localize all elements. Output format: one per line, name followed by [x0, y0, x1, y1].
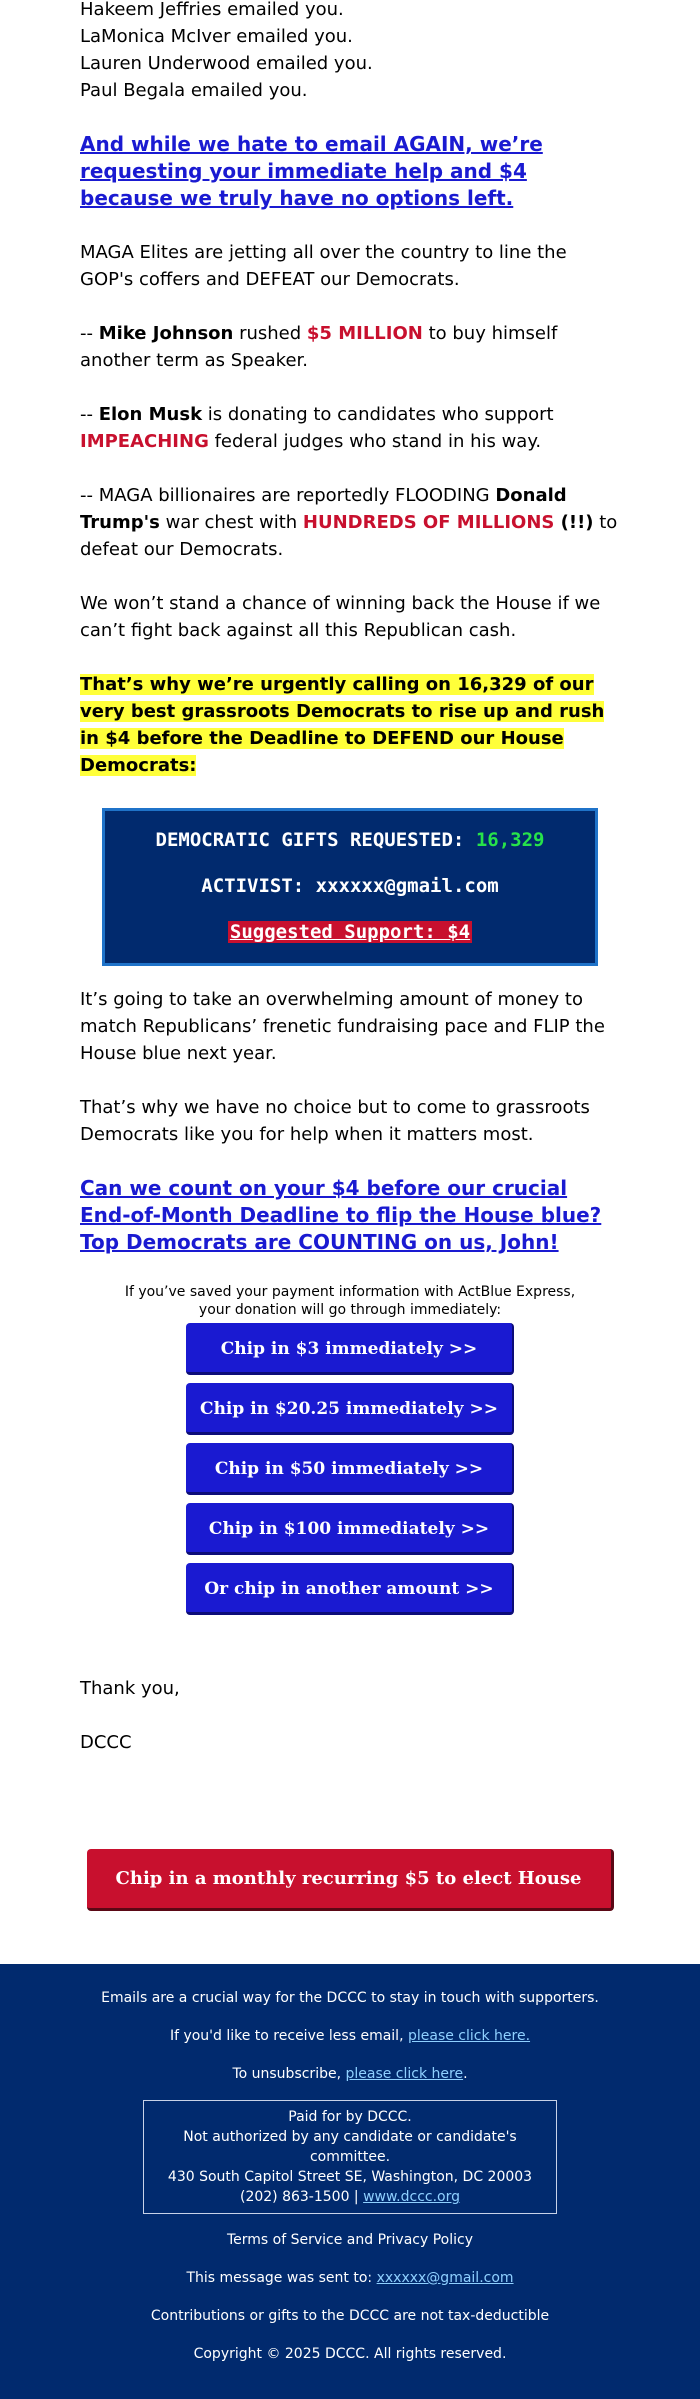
musk-name: Elon Musk — [98, 404, 203, 425]
website-link[interactable]: www.dccc.org — [363, 2189, 461, 2205]
thank-you: Thank you, — [80, 1678, 180, 1699]
less-email-link[interactable]: please click here. — [407, 2028, 531, 2044]
johnson-amount: $5 MILLION — [306, 323, 423, 344]
intro-line: Lauren Underwood emailed you. — [80, 53, 373, 74]
suggested-support-link[interactable]: Suggested Support: $4 — [229, 921, 471, 943]
activist-line: ACTIVIST: xxxxxx@gmail.com — [201, 875, 499, 897]
terms-link[interactable]: Terms of Service and Privacy Policy — [226, 2232, 473, 2248]
highlighted-text: That’s why we’re urgently calling on 16,329 of our very best grassroots Democrats to rise up and rush in $4 before the Deadline to DEFEND our House Democrats: — [80, 674, 605, 776]
money-paragraph: It’s going to take an overwhelming amount of money to match Republicans’ frenetic fundraising pace and FLIP the House blue next year. — [80, 989, 605, 1064]
trump-name: Donald Trump's — [80, 485, 567, 533]
urgent-paragraph — [80, 671, 620, 779]
chip-20-25-button[interactable]: Chip in $20.25 immediately >> — [186, 1383, 514, 1435]
intro-line: LaMonica McIver emailed you. — [80, 26, 353, 47]
chip-other-amount-button[interactable]: Or chip in another amount >> — [186, 1563, 514, 1615]
express-note-line-1: If you’ve saved your payment information with ActBlue Express, — [124, 1284, 576, 1300]
johnson-paragraph: -- Mike Johnson rushed $5 MILLION to buy himself another term as Speaker. — [80, 323, 558, 371]
donation-buttons — [0, 1323, 700, 1615]
footer-less-email: If you'd like to receive less email, please click here. — [169, 2028, 531, 2044]
express-note-line-2: your donation will go through immediately: — [198, 1302, 502, 1318]
johnson-name: Mike Johnson — [98, 323, 234, 344]
paid-for-box: Paid for by DCCC. Not authorized by any candidate or candidate's committee. 430 South Capitol Street SE, Washington, DC 20003 (202) 863-1500 | www.dccc.org — [143, 2100, 557, 2214]
gifts-requested-box — [102, 808, 598, 966]
intro-line: Hakeem Jeffries emailed you. — [80, 0, 344, 20]
chip-50-button[interactable]: Chip in $50 immediately >> — [186, 1443, 514, 1495]
footer-sent-to: This message was sent to: xxxxxx@gmail.com — [186, 2270, 514, 2286]
monthly-recurring-button[interactable]: Chip in a monthly recurring $5 to elect House Dems >> — [87, 1849, 614, 1911]
unsubscribe-link[interactable]: please click here — [345, 2066, 464, 2082]
headline-link-2[interactable]: Can we count on your $4 before our crucial End-of-Month Deadline to flip the House blue? Top Democrats are COUNTING on us, John! — [80, 1176, 602, 1254]
recipient-email-link[interactable]: xxxxxx@gmail.com — [376, 2270, 514, 2286]
chance-paragraph: We won’t stand a chance of winning back the House if we can’t fight back against all this Republican cash. — [80, 593, 601, 641]
musk-highlight: IMPEACHING — [80, 431, 209, 452]
monthly-section — [0, 1849, 700, 1949]
chip-100-button[interactable]: Chip in $100 immediately >> — [186, 1503, 514, 1555]
maga-paragraph: MAGA Elites are jetting all over the country to line the GOP's coffers and DEFEAT our Democrats. — [80, 242, 567, 290]
headline-link-1[interactable]: And while we hate to email AGAIN, we’re requesting your immediate help and $4 because we truly have no options left. — [80, 132, 543, 210]
choice-paragraph: That’s why we have no choice but to come to grassroots Democrats like you for help when it matters most. — [80, 1097, 590, 1145]
chip-3-button[interactable]: Chip in $3 immediately >> — [186, 1323, 514, 1375]
footer-unsubscribe: To unsubscribe, please click here. — [232, 2066, 468, 2082]
gifts-requested-line: DEMOCRATIC GIFTS REQUESTED: 16,329 — [155, 829, 545, 851]
musk-paragraph: -- Elon Musk is donating to candidates who support IMPEACHING federal judges who stand in his way. — [80, 404, 554, 452]
footer-tax: Contributions or gifts to the DCCC are not tax-deductible — [150, 2308, 550, 2324]
intro-lines — [80, 0, 620, 104]
footer-emails-crucial: Emails are a crucial way for the DCCC to stay in touch with supporters. — [101, 1990, 599, 2006]
signature: DCCC — [80, 1732, 132, 1753]
billionaires-paragraph: -- MAGA billionaires are reportedly FLOODING Donald Trump's war chest with HUNDREDS OF MILLIONS (!!) to defeat our Democrats. — [80, 485, 618, 560]
footer-copyright: Copyright © 2025 DCCC. All rights reserved. — [193, 2346, 507, 2362]
footer — [0, 1964, 700, 2399]
gifts-count: 16,329 — [475, 829, 545, 851]
billionaires-highlight: HUNDREDS OF MILLIONS — [302, 512, 555, 533]
intro-line: Paul Begala emailed you. — [80, 80, 308, 101]
